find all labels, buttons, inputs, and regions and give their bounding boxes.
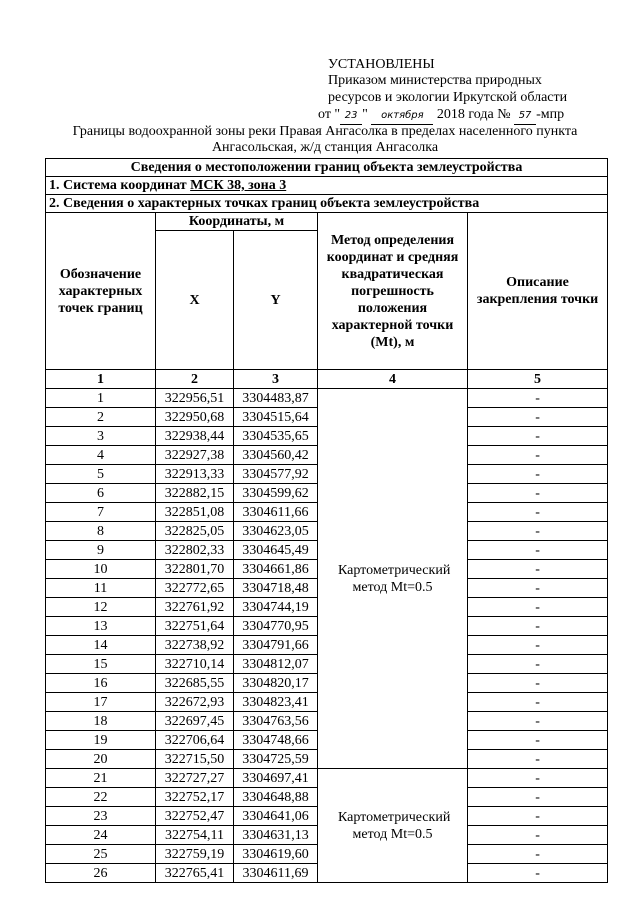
point-number: 9: [46, 541, 156, 560]
coord-y: 3304823,41: [234, 693, 318, 712]
coord-x: 322761,92: [156, 598, 234, 617]
point-description: -: [468, 655, 608, 674]
method-cell: Картометрический метод Mt=0.5: [318, 389, 468, 769]
point-number: 23: [46, 807, 156, 826]
point-number: 4: [46, 446, 156, 465]
coord-x: 322765,41: [156, 864, 234, 883]
document-title-line1: Границы водоохранной зоны реки Правая Ангасолка в пределах населенного пункта: [72, 124, 578, 139]
date-day: 23: [340, 107, 362, 125]
point-number: 14: [46, 636, 156, 655]
coord-y: 3304535,65: [234, 427, 318, 446]
point-number: 24: [46, 826, 156, 845]
approval-line-order: Приказом министерства природных: [328, 73, 542, 88]
point-description: -: [468, 446, 608, 465]
coord-y: 3304619,60: [234, 845, 318, 864]
point-description: -: [468, 674, 608, 693]
boundary-points-table: [45, 158, 608, 883]
point-number: 7: [46, 503, 156, 522]
point-number: 22: [46, 788, 156, 807]
point-number: 20: [46, 750, 156, 769]
coord-x: 322851,08: [156, 503, 234, 522]
coord-y: 3304515,64: [234, 408, 318, 427]
point-number: 11: [46, 579, 156, 598]
point-number: 26: [46, 864, 156, 883]
point-description: -: [468, 636, 608, 655]
point-number: 8: [46, 522, 156, 541]
coord-x: 322802,33: [156, 541, 234, 560]
column-number: 4: [318, 370, 468, 389]
point-description: -: [468, 788, 608, 807]
method-cell: Картометрический метод Mt=0.5: [318, 769, 468, 883]
approval-date-line: [318, 106, 564, 125]
coord-x: 322752,47: [156, 807, 234, 826]
coord-y: 3304744,19: [234, 598, 318, 617]
date-quote: ": [362, 107, 368, 122]
point-description: -: [468, 503, 608, 522]
header-x: X: [156, 231, 234, 370]
point-description: -: [468, 826, 608, 845]
point-description: -: [468, 769, 608, 788]
point-description: -: [468, 541, 608, 560]
coordinate-system-name: МСК 38, зона 3: [190, 178, 287, 193]
point-number: 15: [46, 655, 156, 674]
coord-x: 322950,68: [156, 408, 234, 427]
coord-x: 322882,15: [156, 484, 234, 503]
coord-x: 322759,19: [156, 845, 234, 864]
coord-y: 3304645,49: [234, 541, 318, 560]
point-description: -: [468, 427, 608, 446]
point-number: 12: [46, 598, 156, 617]
point-description: -: [468, 864, 608, 883]
coord-y: 3304648,88: [234, 788, 318, 807]
coord-y: 3304631,13: [234, 826, 318, 845]
point-number: 6: [46, 484, 156, 503]
coord-y: 3304577,92: [234, 465, 318, 484]
point-number: 16: [46, 674, 156, 693]
point-number: 3: [46, 427, 156, 446]
column-number: 1: [46, 370, 156, 389]
header-points: Обозначение характерных точек границ: [46, 213, 156, 370]
coord-y: 3304718,48: [234, 579, 318, 598]
point-description: -: [468, 408, 608, 427]
point-number: 10: [46, 560, 156, 579]
coord-x: 322685,55: [156, 674, 234, 693]
column-number: 2: [156, 370, 234, 389]
coord-y: 3304599,62: [234, 484, 318, 503]
point-number: 2: [46, 408, 156, 427]
coordinate-system-row: [46, 177, 608, 195]
coord-x: 322913,33: [156, 465, 234, 484]
coord-x: 322752,17: [156, 788, 234, 807]
date-prefix: от ": [318, 107, 341, 122]
point-description: -: [468, 712, 608, 731]
header-y: Y: [234, 231, 318, 370]
coord-x: 322706,64: [156, 731, 234, 750]
points-section-row: 2. Сведения о характерных точках границ объекта землеустройства: [46, 195, 608, 213]
point-description: -: [468, 484, 608, 503]
coord-x: 322825,05: [156, 522, 234, 541]
coord-y: 3304611,66: [234, 503, 318, 522]
coord-x: 322772,65: [156, 579, 234, 598]
point-number: 21: [46, 769, 156, 788]
coord-x: 322927,38: [156, 446, 234, 465]
point-number: 5: [46, 465, 156, 484]
coord-y: 3304560,42: [234, 446, 318, 465]
coord-y: 3304812,07: [234, 655, 318, 674]
coord-x: 322738,92: [156, 636, 234, 655]
point-description: -: [468, 750, 608, 769]
coord-y: 3304483,87: [234, 389, 318, 408]
coord-x: 322727,27: [156, 769, 234, 788]
coord-x: 322751,64: [156, 617, 234, 636]
point-description: -: [468, 845, 608, 864]
coord-y: 3304725,59: [234, 750, 318, 769]
point-number: 25: [46, 845, 156, 864]
coord-y: 3304623,05: [234, 522, 318, 541]
coord-y: 3304763,56: [234, 712, 318, 731]
column-number: 3: [234, 370, 318, 389]
point-number: 18: [46, 712, 156, 731]
approval-heading: УСТАНОВЛЕНЫ: [328, 57, 435, 72]
point-description: -: [468, 522, 608, 541]
column-number: 5: [468, 370, 608, 389]
header-coordinates: Координаты, м: [156, 213, 318, 231]
coord-x: 322715,50: [156, 750, 234, 769]
coord-y: 3304791,66: [234, 636, 318, 655]
coord-y: 3304770,95: [234, 617, 318, 636]
coord-y: 3304641,06: [234, 807, 318, 826]
coord-y: 3304697,41: [234, 769, 318, 788]
date-year: 2018 года №: [436, 107, 511, 122]
coord-y: 3304611,69: [234, 864, 318, 883]
document-title-line2: Ангасольская, ж/д станция Ангасолка: [211, 140, 439, 155]
coord-y: 3304820,17: [234, 674, 318, 693]
coord-x: 322697,45: [156, 712, 234, 731]
coord-x: 322710,14: [156, 655, 234, 674]
point-description: -: [468, 579, 608, 598]
section-title: Сведения о местоположении границ объекта землеустройства: [46, 159, 608, 177]
coord-x: 322938,44: [156, 427, 234, 446]
order-suffix: -мпр: [536, 107, 565, 122]
header-description: Описание закрепления точки: [468, 213, 608, 370]
order-number: 57: [514, 107, 536, 125]
table-row: [46, 389, 608, 408]
point-number: 13: [46, 617, 156, 636]
approval-line-ministry: ресурсов и экологии Иркутской области: [328, 90, 568, 105]
coord-x: 322754,11: [156, 826, 234, 845]
coord-y: 3304661,86: [234, 560, 318, 579]
column-numbers-row: [46, 370, 608, 389]
point-number: 1: [46, 389, 156, 408]
point-number: 17: [46, 693, 156, 712]
coord-x: 322956,51: [156, 389, 234, 408]
coordinate-system-prefix: 1. Система координат: [49, 178, 191, 193]
coord-y: 3304748,66: [234, 731, 318, 750]
point-description: -: [468, 617, 608, 636]
point-description: -: [468, 807, 608, 826]
point-description: -: [468, 598, 608, 617]
point-description: -: [468, 465, 608, 484]
coord-x: 322801,70: [156, 560, 234, 579]
point-description: -: [468, 389, 608, 408]
point-number: 19: [46, 731, 156, 750]
coord-x: 322672,93: [156, 693, 234, 712]
point-description: -: [468, 560, 608, 579]
table-row: [46, 769, 608, 788]
header-method: Метод определения координат и средняя квадратическая погрешность положения характерной точки (Mt), м: [318, 213, 468, 370]
point-description: -: [468, 731, 608, 750]
date-month: октября: [371, 107, 433, 125]
point-description: -: [468, 693, 608, 712]
